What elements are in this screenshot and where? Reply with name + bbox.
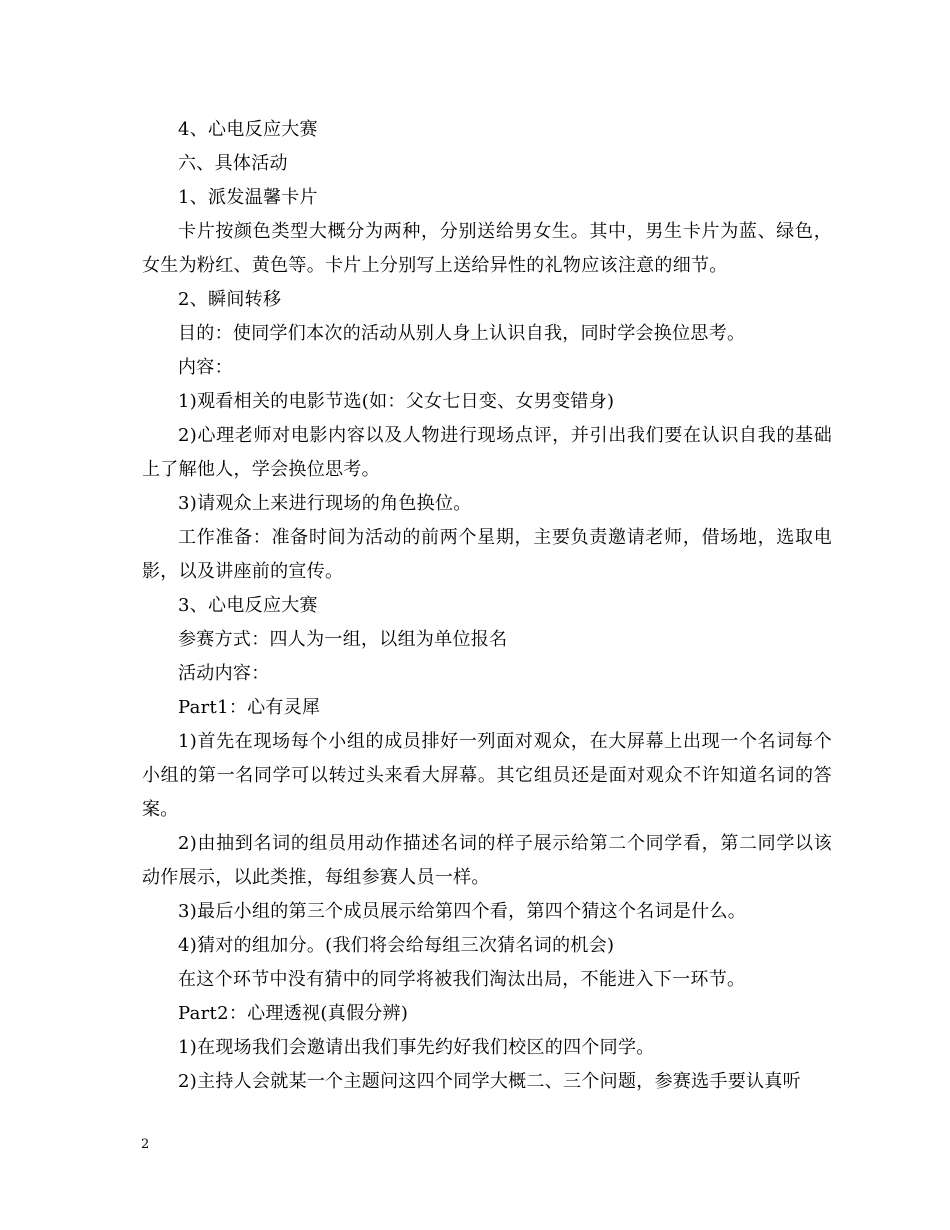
list-item: 2)由抽到名词的组员用动作描述名词的样子展示给第二个同学看，第二同学以该动作展示，以此类推，每组参赛人员一样。 xyxy=(142,833,832,888)
list-item: 3)请观众上来进行现场的角色换位。 xyxy=(178,493,472,514)
section-heading: 六、具体活动 xyxy=(178,153,288,174)
paragraph: 目的：使同学们本次的活动从别人身上认识自我，同时学会换位思考。 xyxy=(178,323,746,344)
list-item: 1)首先在现场每个小组的成员排好一列面对观众，在大屏幕上出现一个名词每个小组的第一名同学可以转过头来看大屏幕。其它组员还是面对观众不许知道名词的答案。 xyxy=(142,731,832,820)
paragraph: 内容： xyxy=(178,357,233,378)
list-item: 2)心理老师对电影内容以及人物进行现场点评，并引出我们要在认识自我的基础上了解他人，学会换位思考。 xyxy=(142,425,832,480)
paragraph: 活动内容： xyxy=(178,663,270,684)
list-item: 3)最后小组的第三个成员展示给第四个看，第四个猜这个名词是什么。 xyxy=(178,901,747,922)
list-item: 1)观看相关的电影节选(如：父女七日变、女男变错身) xyxy=(178,391,615,412)
list-item: 4)猜对的组加分。(我们将会给每组三次猜名词的机会) xyxy=(178,935,615,956)
subsection-heading: 3、心电反应大赛 xyxy=(178,595,318,616)
paragraph: 参赛方式：四人为一组，以组为单位报名 xyxy=(178,629,508,650)
subsection-heading: 1、派发温馨卡片 xyxy=(178,187,318,208)
part-heading: Part1：心有灵犀 xyxy=(178,697,321,718)
list-item: 2)主持人会就某一个主题问这四个同学大概二、三个问题，参赛选手要认真听 xyxy=(178,1071,801,1092)
paragraph: 工作准备：准备时间为活动的前两个星期，主要负责邀请老师，借场地，选取电影，以及讲座前的宣传。 xyxy=(142,527,832,582)
list-item: 1)在现场我们会邀请出我们事先约好我们校区的四个同学。 xyxy=(178,1037,655,1058)
paragraph: 4、心电反应大赛 xyxy=(178,119,318,140)
page-number: 2 xyxy=(141,1137,150,1152)
subsection-heading: 2、瞬间转移 xyxy=(178,289,282,310)
part-heading: Part2：心理透视(真假分辨) xyxy=(178,1003,409,1024)
paragraph: 卡片按颜色类型大概分为两种，分别送给男女生。其中，男生卡片为蓝、绿色，女生为粉红、黄色等。卡片上分别写上送给异性的礼物应该注意的细节。 xyxy=(142,221,832,276)
document-body xyxy=(142,113,832,1099)
paragraph: 在这个环节中没有猜中的同学将被我们淘汰出局，不能进入下一环节。 xyxy=(178,969,746,990)
